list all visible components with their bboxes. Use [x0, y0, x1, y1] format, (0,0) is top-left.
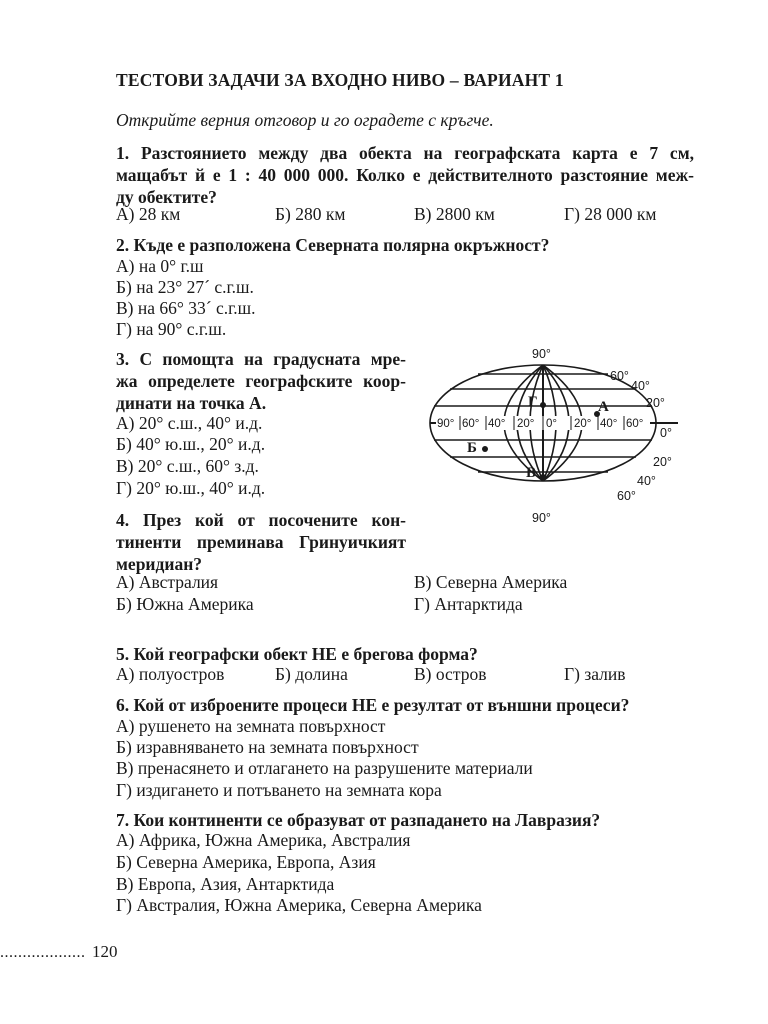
- grid-equator-label: 0°: [660, 426, 672, 440]
- q7-option-c[interactable]: В) Европа, Азия, Антарктида: [116, 874, 335, 894]
- point-v-label: В: [526, 465, 537, 481]
- q1-option-c[interactable]: В) 2800 км: [414, 204, 495, 224]
- q6-option-b[interactable]: Б) изравняването на земната повърхност: [116, 737, 419, 757]
- point-a-label: А: [598, 399, 609, 415]
- q4-option-b[interactable]: Б) Южна Америка: [116, 594, 254, 614]
- q7-option-a[interactable]: А) Африка, Южна Америка, Австралия: [116, 830, 411, 850]
- q6-option-d[interactable]: Г) издигането и потъването на земната кора: [116, 780, 442, 800]
- point-g-label: Г: [528, 394, 538, 410]
- meridian-label-w40: 40°: [488, 418, 506, 430]
- question-1: [116, 142, 694, 208]
- q4-option-d[interactable]: Г) Антарктида: [414, 594, 523, 614]
- q6-option-a[interactable]: А) рушенето на земната повърхност: [116, 716, 386, 736]
- grid-bottom-label: 90°: [532, 511, 551, 525]
- lat-label-s60: 60°: [617, 489, 636, 503]
- q3-option-c[interactable]: В) 20° с.ш., 60° з.д.: [116, 456, 259, 476]
- question-3-line-3: динати на точка А.: [116, 393, 267, 413]
- lat-label-n20: 20°: [646, 396, 665, 410]
- question-4-line-1: 4. През кой от посочените кон-: [116, 510, 406, 530]
- q5-option-a[interactable]: А) полуостров: [116, 664, 225, 684]
- question-4-line-3: меридиан?: [116, 554, 203, 574]
- q1-option-a[interactable]: А) 28 км: [116, 204, 181, 224]
- meridian-label-0: 0°: [546, 418, 557, 430]
- point-g-dot: [540, 402, 546, 408]
- question-3-line-1: 3. С помощта на градусната мре-: [116, 349, 406, 369]
- question-4-line-2: тиненти преминава Гринуичкият: [116, 532, 406, 552]
- point-v-dot: [540, 474, 546, 480]
- q3-option-a[interactable]: А) 20° с.ш., 40° и.д.: [116, 413, 263, 433]
- q2-option-c[interactable]: В) на 66° 33´ с.г.ш.: [116, 298, 256, 318]
- meridian-label-w60: 60°: [462, 418, 480, 430]
- q2-option-d[interactable]: Г) на 90° с.г.ш.: [116, 319, 227, 339]
- q7-option-b[interactable]: Б) Северна Америка, Европа, Азия: [116, 852, 376, 872]
- question-7: 7. Кои континенти се образуват от разпадането на Лавразия?: [116, 810, 601, 830]
- question-2: 2. Къде е разположена Северната полярна окръжност?: [116, 235, 550, 255]
- meridian-label-e60: 60°: [626, 418, 644, 430]
- lat-label-n40: 40°: [631, 379, 650, 393]
- point-b-label: Б: [467, 440, 477, 456]
- q5-option-c[interactable]: В) остров: [414, 664, 487, 684]
- grid-top-label: 90°: [532, 347, 551, 361]
- q3-option-b[interactable]: Б) 40° ю.ш., 20° и.д.: [116, 434, 266, 454]
- meridian-label-w90: 90°: [437, 418, 455, 430]
- q5-option-b[interactable]: Б) долина: [275, 664, 348, 684]
- q4-option-c[interactable]: В) Северна Америка: [414, 572, 568, 592]
- q6-option-c[interactable]: В) пренасянето и отлагането на разрушените материали: [116, 758, 533, 778]
- page-number: 120: [92, 942, 118, 961]
- meridian-label-e40: 40°: [600, 418, 618, 430]
- q7-option-d[interactable]: Г) Австралия, Южна Америка, Северна Америка: [116, 895, 482, 915]
- q2-option-b[interactable]: Б) на 23° 27´ с.г.ш.: [116, 277, 254, 297]
- question-1-line-3: ду обектите?: [116, 187, 217, 207]
- lat-label-n60: 60°: [610, 369, 629, 383]
- lat-label-s40: 40°: [637, 474, 656, 488]
- q4-option-a[interactable]: А) Австралия: [116, 572, 219, 592]
- question-3-line-2: жа определете географските коор-: [116, 371, 406, 391]
- degree-grid-figure: [420, 340, 690, 530]
- footer-dots: ...................: [0, 944, 86, 961]
- question-1-line-1: 1. Разстоянието между два обекта на географската карта е 7 см,: [116, 143, 694, 163]
- q2-option-a[interactable]: А) на 0° г.ш: [116, 256, 204, 276]
- q1-option-b[interactable]: Б) 280 км: [275, 204, 346, 224]
- question-5: 5. Кой географски обект НЕ е брегова форма?: [116, 644, 478, 664]
- q5-option-d[interactable]: Г) залив: [564, 664, 626, 684]
- q3-option-d[interactable]: Г) 20° ю.ш., 40° и.д.: [116, 478, 266, 498]
- lat-label-s20: 20°: [653, 455, 672, 469]
- question-1-line-2: мащабът й е 1 : 40 000 000. Колко е действителното разстояние меж-: [116, 165, 694, 185]
- point-b-dot: [482, 446, 488, 452]
- meridian-label-e20: 20°: [574, 418, 592, 430]
- q1-option-d[interactable]: Г) 28 000 км: [564, 204, 657, 224]
- meridian-label-w20: 20°: [517, 418, 535, 430]
- question-6: 6. Кой от изброените процеси НЕ е резултат от външни процеси?: [116, 695, 630, 715]
- question-4: [116, 509, 406, 553]
- question-3: [116, 348, 406, 414]
- instruction: Открийте верния отговор и го оградете с кръгче.: [116, 110, 494, 130]
- page-title: ТЕСТОВИ ЗАДАЧИ ЗА ВХОДНО НИВО – ВАРИАНТ 1: [116, 70, 564, 90]
